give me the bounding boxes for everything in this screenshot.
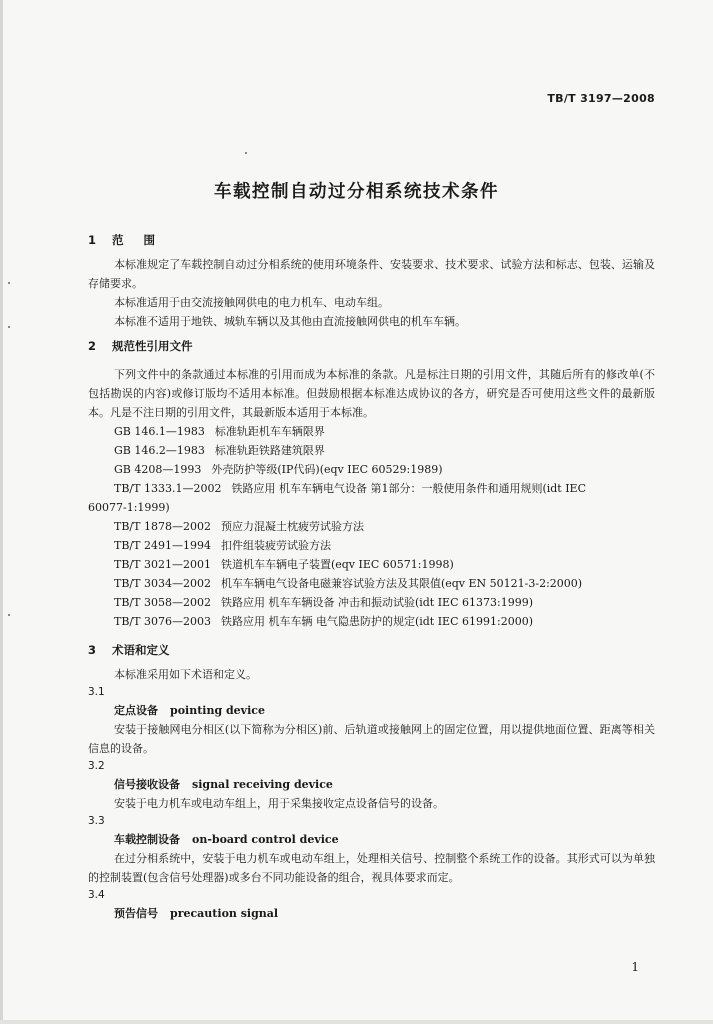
standard-code: TB/T 3197—2008 bbox=[547, 92, 655, 105]
section-3-heading bbox=[88, 641, 655, 659]
term-heading bbox=[88, 830, 655, 849]
term-heading bbox=[88, 904, 655, 923]
reference-code: TB/T 1878—2002 bbox=[114, 520, 211, 533]
reference-item bbox=[88, 574, 655, 593]
paragraph: 本标准适用于由交流接触网供电的电力机车、电动车组。 bbox=[114, 296, 389, 309]
term-definition: 安装于接触网电分相区(以下简称为分相区)前、后轨道或接触网上的固定位置，用以提供地面位置、距离等相关信息的设备。 bbox=[88, 723, 655, 755]
reference-code: TB/T 1333.1—2002 bbox=[114, 482, 222, 495]
reference-item bbox=[88, 460, 655, 479]
term-definition: 在过分相系统中，安装于电力机车或电动车组上，处理相关信号、控制整个系统工作的设备。其形式可以为单独的控制装置(包含信号处理器)或多台不同功能设备的组合，视具体要求而定。 bbox=[88, 852, 655, 884]
document-title: 车载控制自动过分相系统技术条件 bbox=[214, 182, 499, 202]
reference-item bbox=[88, 441, 655, 460]
section-title: 规范性引用文件 bbox=[112, 339, 193, 353]
reference-title: 标准轨距铁路建筑限界 bbox=[214, 444, 325, 457]
section-number: 2 bbox=[88, 339, 97, 353]
reference-item bbox=[88, 593, 655, 612]
section-2-heading bbox=[88, 337, 655, 355]
term-name-cn: 信号接收设备 bbox=[114, 778, 180, 791]
term-number: 3.1 bbox=[88, 686, 105, 698]
term-name-cn: 车载控制设备 bbox=[114, 833, 180, 846]
section-title: 术语和定义 bbox=[112, 643, 170, 657]
term-name-cn: 定点设备 bbox=[114, 704, 158, 717]
reference-code: GB 4208—1993 bbox=[114, 463, 202, 476]
term-name-en: on-board control device bbox=[192, 833, 339, 846]
reference-item bbox=[88, 555, 655, 574]
term-number: 3.3 bbox=[88, 815, 105, 827]
section-number: 3 bbox=[88, 643, 97, 657]
section-1-heading bbox=[88, 231, 655, 249]
reference-item bbox=[88, 536, 655, 555]
term-number: 3.2 bbox=[88, 760, 105, 772]
reference-title: 扣件组装疲劳试验方法 bbox=[220, 539, 331, 552]
reference-item bbox=[88, 479, 655, 517]
scan-edge-left bbox=[0, 0, 3, 1024]
reference-title: 预应力混凝土枕疲劳试验方法 bbox=[220, 520, 364, 533]
reference-code: GB 146.2—1983 bbox=[114, 444, 205, 457]
reference-code: TB/T 3076—2003 bbox=[114, 615, 211, 628]
scan-edge-bottom bbox=[0, 1020, 713, 1024]
reference-code: TB/T 2491—1994 bbox=[114, 539, 211, 552]
page-number: 1 bbox=[631, 960, 639, 974]
term-heading bbox=[88, 775, 655, 794]
section-number: 1 bbox=[88, 233, 97, 247]
reference-item bbox=[88, 422, 655, 441]
term-heading bbox=[88, 701, 655, 720]
reference-title: 铁路应用 机车车辆设备 冲击和振动试验(idt IEC 61373:1999) bbox=[220, 596, 533, 609]
reference-code: TB/T 3034—2002 bbox=[114, 577, 211, 590]
paragraph: 本标准采用如下术语和定义。 bbox=[114, 668, 257, 681]
document-body bbox=[88, 231, 655, 923]
reference-title: 外壳防护等级(IP代码)(eqv IEC 60529:1989) bbox=[211, 463, 443, 476]
paragraph: 本标准规定了车载控制自动过分相系统的使用环境条件、安装要求、技术要求、试验方法和标志、包装、运输及存储要求。 bbox=[88, 258, 655, 290]
reference-title: 机车车辆电气设备电磁兼容试验方法及其限值(eqv EN 50121-3-2:2000) bbox=[220, 577, 583, 590]
term-number: 3.4 bbox=[88, 889, 105, 901]
reference-item bbox=[88, 612, 655, 631]
reference-title-continued: 60077-1:1999) bbox=[88, 501, 170, 514]
scan-speck bbox=[8, 614, 10, 616]
paragraph: 下列文件中的条款通过本标准的引用而成为本标准的条款。凡是标注日期的引用文件，其随后所有的修改单(不包括勘误的内容)或修订版均不适用本标准。但鼓励根据本标准达成协议的各方，研究是否可使用这些文件的最新版本。凡是不注日期的引用文件，其最新版本适用于本标准。 bbox=[88, 368, 655, 419]
scan-speck bbox=[8, 326, 10, 328]
paragraph: 本标准不适用于地铁、城轨车辆以及其他由直流接触网供电的机车车辆。 bbox=[114, 315, 466, 328]
reference-code: TB/T 3058—2002 bbox=[114, 596, 211, 609]
term-name-en: pointing device bbox=[170, 704, 265, 717]
reference-code: TB/T 3021—2001 bbox=[114, 558, 211, 571]
scan-speck bbox=[245, 152, 247, 154]
reference-title: 铁路应用 机车车辆电气设备 第1部分：一般使用条件和通用规则(idt IEC bbox=[231, 482, 587, 495]
term-name-en: precaution signal bbox=[170, 907, 279, 920]
section-title: 范 围 bbox=[112, 233, 164, 247]
scan-speck bbox=[8, 282, 10, 284]
reference-code: GB 146.1—1983 bbox=[114, 425, 205, 438]
reference-item bbox=[88, 517, 655, 536]
term-name-cn: 预告信号 bbox=[114, 907, 158, 920]
reference-title: 铁道机车车辆电子装置(eqv IEC 60571:1998) bbox=[220, 558, 454, 571]
term-name-en: signal receiving device bbox=[192, 778, 333, 791]
term-definition: 安装于电力机车或电动车组上，用于采集接收定点设备信号的设备。 bbox=[114, 797, 444, 810]
reference-title: 标准轨距机车车辆限界 bbox=[214, 425, 325, 438]
reference-title: 铁路应用 机车车辆 电气隐患防护的规定(idt IEC 61991:2000) bbox=[220, 615, 533, 628]
